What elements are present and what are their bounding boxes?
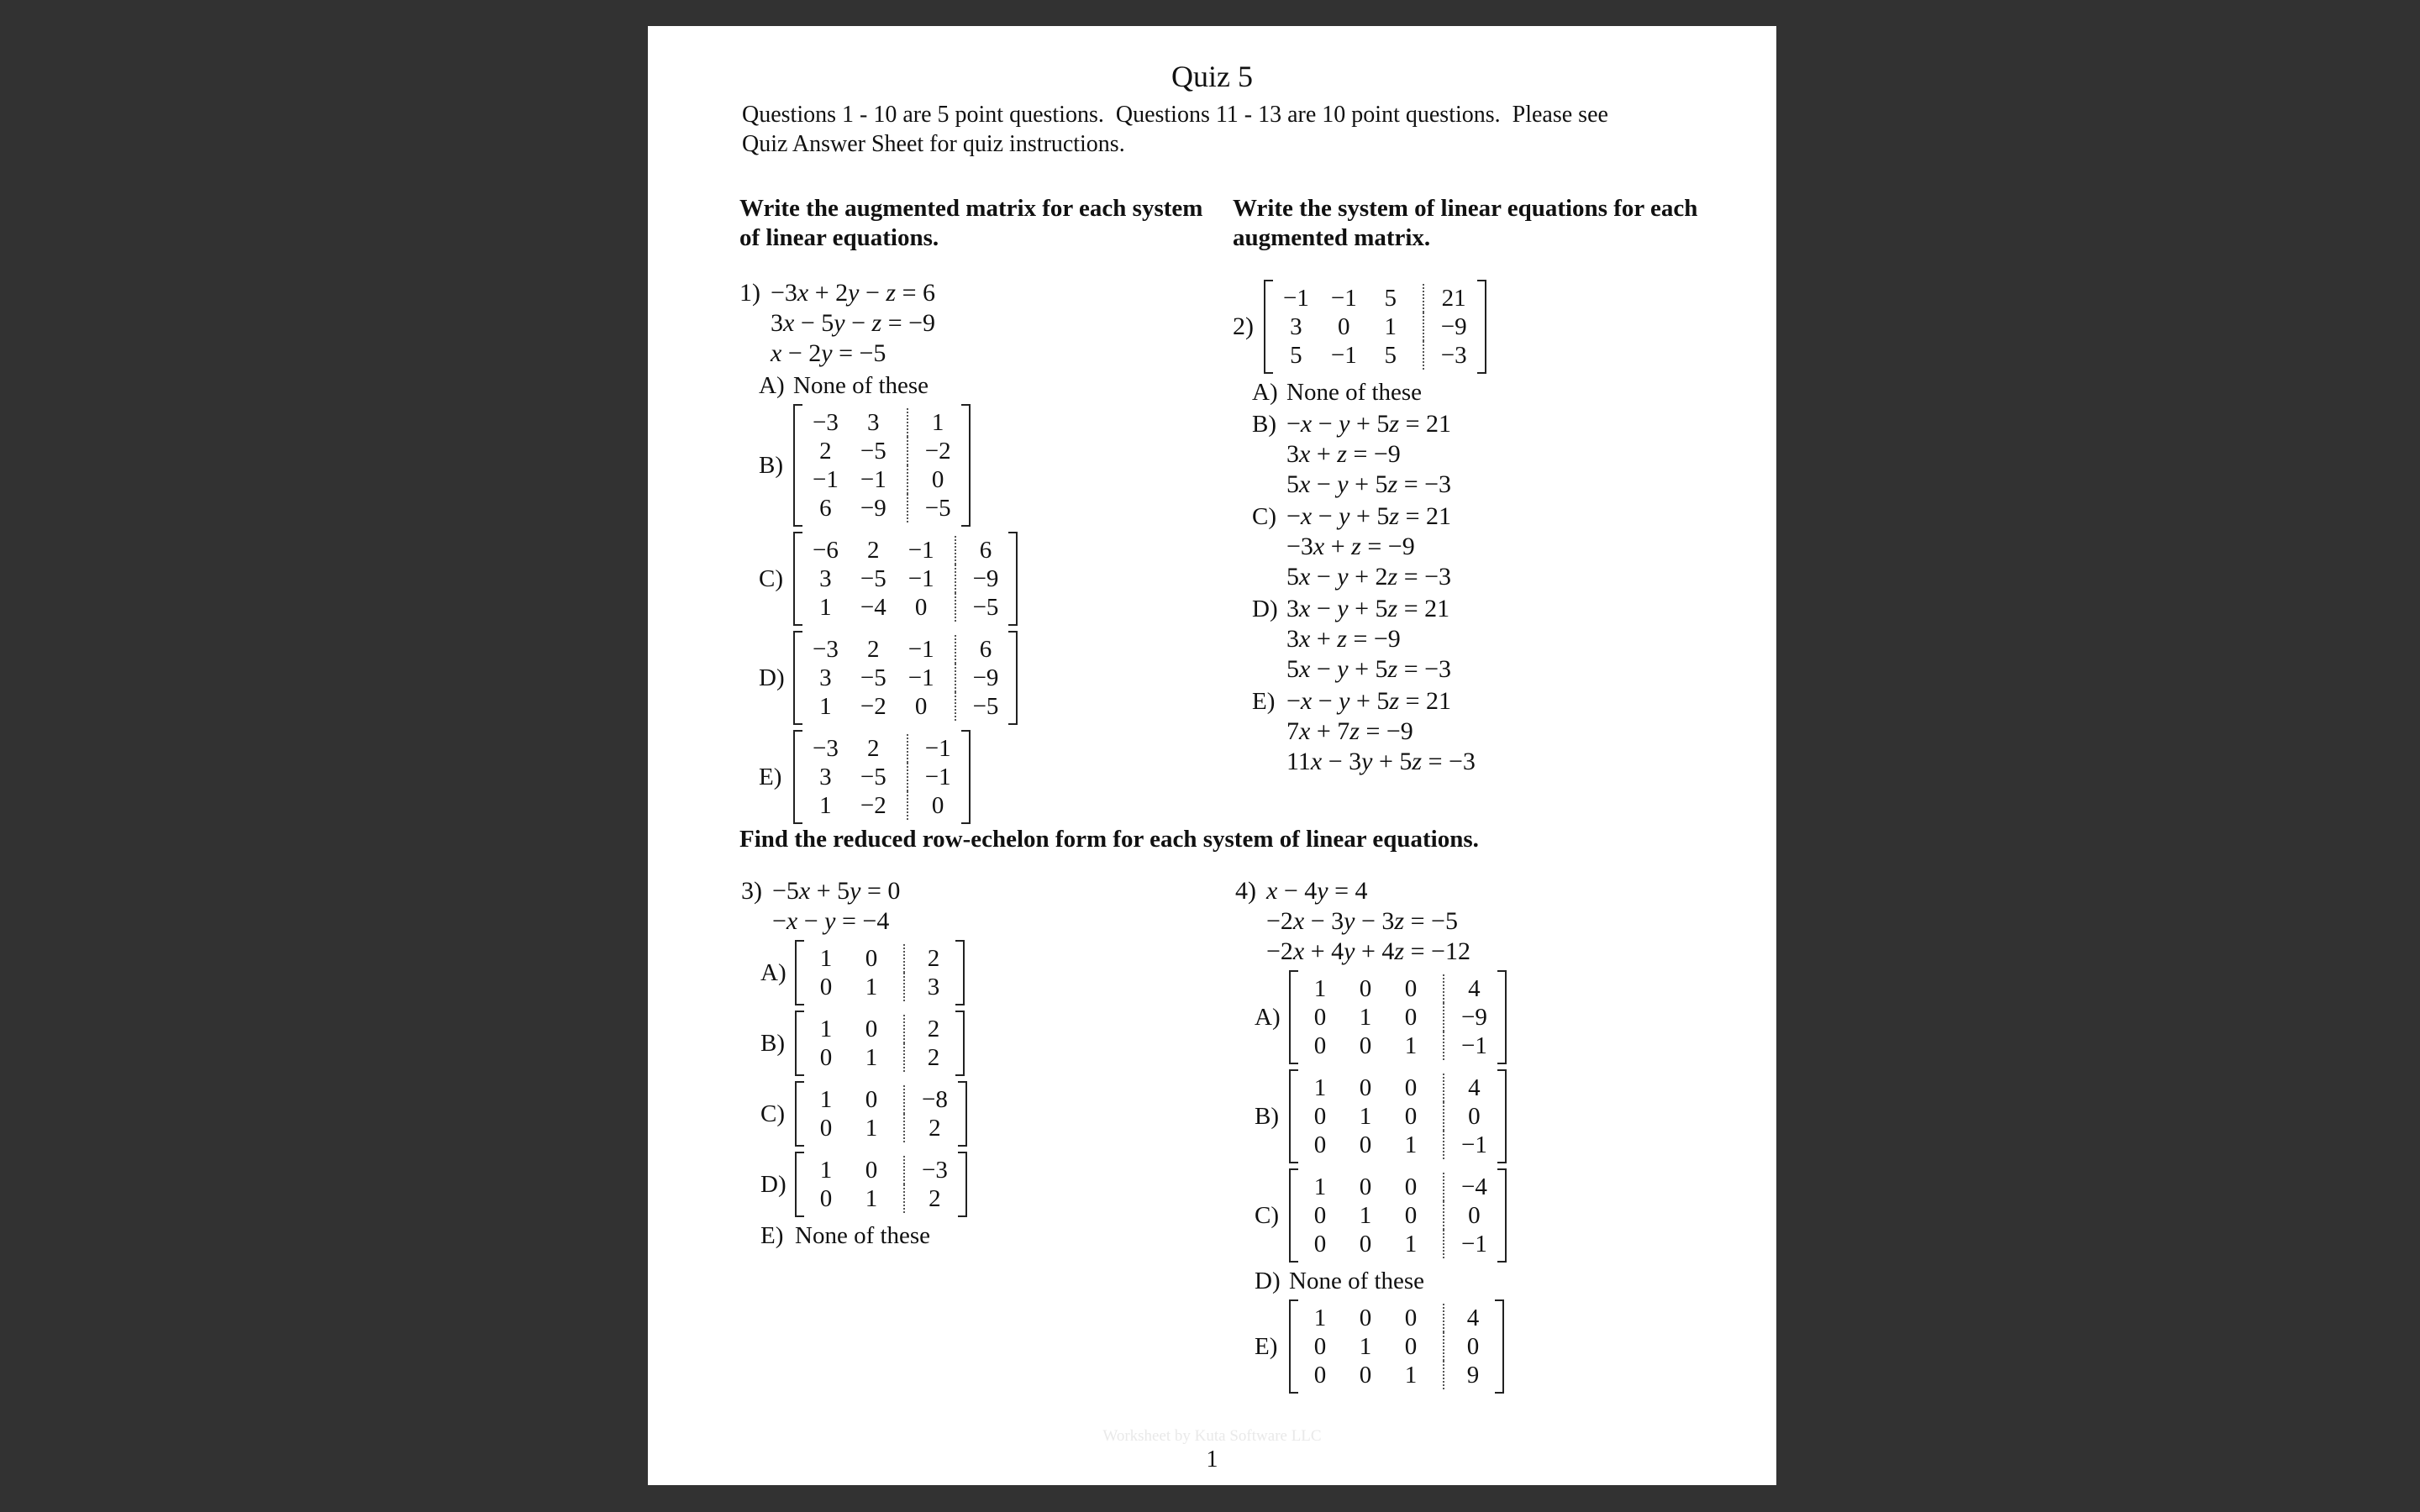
matrix-cell: 0: [1313, 1362, 1327, 1389]
matrix-cells: [1276, 280, 1474, 374]
matrix-cell: −9: [1423, 312, 1467, 341]
matrix-cell: 0: [1404, 1103, 1418, 1130]
option-row: [1252, 409, 1770, 500]
question-4: [1235, 876, 1756, 967]
option-matrix: [1289, 1298, 1504, 1395]
question-2-number: 2): [1233, 312, 1254, 340]
option-matrix: [793, 402, 971, 528]
matrix-cell: −6: [813, 537, 839, 564]
matrix-cell: 1: [1404, 1032, 1418, 1059]
matrix-cells: [808, 940, 952, 1005]
matrix-cell: 2: [819, 438, 832, 465]
matrix-cell: 2: [903, 1043, 945, 1072]
bracket-right: [1497, 1168, 1507, 1263]
matrix-cell: 1: [865, 1044, 878, 1071]
document-page: [648, 26, 1776, 1485]
matrix-cell: 0: [1359, 1305, 1372, 1331]
option-label: C): [759, 565, 783, 592]
matrix-cell: −1: [1443, 1032, 1487, 1060]
matrix-cell: 1: [1359, 1333, 1372, 1360]
option-matrix: [793, 530, 1018, 627]
matrix-cell: 21: [1423, 284, 1467, 312]
matrix-cell: 0: [914, 693, 928, 720]
option-equations: [1286, 686, 1476, 777]
bracket-left: [1289, 1299, 1298, 1394]
matrix-cell: 0: [1443, 1102, 1487, 1131]
option-label: C): [760, 1100, 785, 1127]
bracket-left: [793, 404, 802, 527]
matrix-cell: 4: [1443, 974, 1487, 1003]
matrix-cell: 1: [819, 693, 832, 720]
section-header-systems: [1233, 194, 1770, 253]
option-equations: [1286, 409, 1451, 500]
matrix-cells: [808, 1011, 952, 1076]
matrix-cell: −5: [860, 764, 886, 790]
equation-line: −3x + 2y − z = 6: [771, 279, 936, 307]
option-row: [759, 728, 1244, 826]
question-2-options: [1252, 377, 1770, 777]
matrix-cell: 3: [819, 565, 832, 592]
question-1-number: 1): [739, 279, 760, 307]
matrix-cell: −9: [860, 495, 886, 522]
text-line: of linear equations.: [739, 224, 939, 251]
matrix-cell: 3: [1290, 313, 1302, 340]
matrix-cell: 0: [1359, 975, 1372, 1002]
option-label: D): [1252, 596, 1278, 622]
matrix-cell: 6: [955, 536, 999, 564]
equation-line: x − 2y = −5: [771, 339, 886, 367]
matrix-cell: 0: [1313, 1202, 1327, 1229]
matrix-cell: 1: [1404, 1362, 1418, 1389]
option-matrix: [1289, 1167, 1507, 1264]
matrix-cell: −5: [860, 438, 886, 465]
matrix-cells: [808, 1152, 955, 1217]
option-row: [1255, 969, 1756, 1066]
equation-line: 3x + z = −9: [1286, 440, 1401, 468]
option-row: [1252, 501, 1770, 592]
matrix-cell: 1: [1313, 1305, 1327, 1331]
matrix-cell: −9: [955, 664, 999, 692]
matrix-cell: −5: [860, 664, 886, 691]
option-label: E): [759, 764, 782, 790]
matrix-cell: 1: [819, 1157, 833, 1184]
option-row: [1255, 1068, 1756, 1165]
option-row: [760, 1079, 1228, 1148]
option-label: E): [1255, 1333, 1278, 1360]
matrix-cell: −1: [1443, 1131, 1487, 1159]
matrix-cell: 0: [819, 974, 833, 1000]
matrix-cell: 0: [907, 791, 951, 820]
text-line: Write the augmented matrix for each system: [739, 195, 1203, 222]
page-title: Quiz 5: [1171, 60, 1253, 93]
option-row: [760, 938, 1228, 1007]
option-matrix: [793, 728, 971, 826]
bracket-right: [1497, 970, 1507, 1064]
matrix-cell: −5: [955, 593, 999, 622]
option-text: None of these: [1289, 1268, 1425, 1294]
option-row: [1255, 1167, 1756, 1264]
matrix-cell: 2: [903, 1015, 945, 1043]
text-line: Questions 1 - 10 are 5 point questions. Questions 11 - 13 are 10 point questions. Please see: [742, 102, 1608, 128]
bracket-right: [1008, 532, 1018, 626]
option-label: B): [760, 1030, 785, 1057]
equation-line: −3x + z = −9: [1286, 533, 1415, 560]
question-2-matrix: [1264, 278, 1486, 375]
matrix-cell: 0: [819, 1044, 833, 1071]
question-1: [739, 278, 1244, 369]
matrix-cell: 6: [955, 635, 999, 664]
option-matrix: [1289, 1068, 1507, 1165]
equation-line: 5x − y + 2z = −3: [1286, 563, 1452, 591]
equation-line: 3x − 5y − z = −9: [771, 309, 936, 337]
matrix-cell: 2: [867, 537, 880, 564]
matrix-cell: 5: [1384, 342, 1397, 369]
matrix-cell: 2: [903, 1184, 948, 1213]
matrix-cell: 0: [1404, 1202, 1418, 1229]
matrix-cell: 0: [1404, 1305, 1418, 1331]
question-3-options: [760, 938, 1228, 1251]
matrix-cells: [806, 631, 1005, 725]
matrix-cell: 0: [1359, 1231, 1372, 1257]
question-4-equations: [1266, 876, 1470, 967]
matrix-cell: 1: [1359, 1202, 1372, 1229]
matrix-cell: −3: [903, 1156, 948, 1184]
matrix-cell: −1: [860, 466, 886, 493]
equation-line: x − 4y = 4: [1266, 877, 1368, 905]
matrix-cell: −3: [813, 636, 839, 663]
bracket-right: [958, 1081, 967, 1147]
option-label: C): [1255, 1202, 1279, 1229]
option-matrix: [795, 1150, 967, 1219]
option-matrix: [795, 938, 965, 1007]
matrix-cell: 0: [1313, 1004, 1327, 1031]
matrix-cell: 1: [819, 945, 833, 972]
matrix-cell: 0: [819, 1115, 833, 1142]
bracket-right: [955, 1011, 965, 1076]
option-equations: [1286, 501, 1451, 592]
question-4-number: 4): [1235, 877, 1256, 905]
option-matrix: [795, 1009, 965, 1078]
matrix-cell: −2: [860, 693, 886, 720]
option-row: [760, 1221, 1228, 1251]
matrix-cell: 1: [1313, 1074, 1327, 1101]
equation-line: 5x − y + 5z = −3: [1286, 655, 1452, 683]
matrix-cells: [806, 404, 958, 527]
matrix-cell: 0: [1313, 1131, 1327, 1158]
option-matrix: [793, 629, 1018, 727]
matrix-cell: 0: [865, 1157, 878, 1184]
equation-line: −2x − 3y − 3z = −5: [1266, 907, 1458, 935]
page-number: 1: [1206, 1446, 1218, 1473]
text-line: Write the system of linear equations for each: [1233, 195, 1698, 222]
bracket-right: [1008, 631, 1018, 725]
matrix-cell: 4: [1443, 1304, 1485, 1332]
matrix-cell: 1: [1404, 1131, 1418, 1158]
matrix-cell: −9: [1443, 1003, 1487, 1032]
question-1-equations: [771, 278, 935, 369]
bracket-right: [1495, 1299, 1504, 1394]
matrix-cells: [1302, 1168, 1494, 1263]
option-text: None of these: [1286, 379, 1423, 406]
matrix-cell: −2: [907, 437, 951, 465]
matrix-cell: 9: [1443, 1361, 1485, 1389]
matrix-cell: 6: [819, 495, 832, 522]
bracket-left: [793, 532, 802, 626]
equation-line: −x − y + 5z = 21: [1286, 502, 1452, 530]
question-3-number: 3): [741, 877, 762, 905]
matrix-cell: 3: [819, 664, 832, 691]
question-3: [741, 876, 1228, 937]
option-matrix: [1289, 969, 1507, 1066]
matrix-cell: 3: [867, 409, 880, 436]
question-4-column: [1235, 876, 1756, 1395]
matrix-cell: 1: [1313, 1173, 1327, 1200]
option-label: D): [1255, 1268, 1281, 1294]
option-text: None of these: [793, 372, 929, 399]
matrix-cell: 1: [819, 1016, 833, 1042]
option-row: [759, 370, 1244, 401]
matrix-cell: −1: [1330, 342, 1357, 369]
option-label: A): [760, 959, 786, 986]
matrix-cell: 1: [1404, 1231, 1418, 1257]
option-label: A): [1252, 379, 1278, 406]
matrix-cell: 0: [1359, 1074, 1372, 1101]
option-equations: [1286, 594, 1451, 685]
matrix-cell: 0: [1338, 313, 1350, 340]
matrix-cell: −4: [860, 594, 886, 621]
text-line: augmented matrix.: [1233, 224, 1431, 251]
matrix-cells: [806, 532, 1005, 626]
matrix-cell: 0: [819, 1185, 833, 1212]
matrix-cell: 0: [1404, 1173, 1418, 1200]
matrix-cell: 1: [819, 792, 832, 819]
matrix-cell: −1: [1443, 1230, 1487, 1258]
matrix-cells: [1302, 970, 1494, 1064]
matrix-cell: 0: [865, 1086, 878, 1113]
question-2: [1233, 278, 1770, 375]
matrix-cell: 0: [907, 465, 951, 494]
matrix-cell: 5: [1384, 285, 1397, 312]
option-label: E): [760, 1222, 784, 1249]
option-row: [759, 629, 1244, 727]
bracket-left: [1289, 1069, 1298, 1163]
matrix-cell: 1: [865, 1115, 878, 1142]
option-label: B): [759, 452, 783, 479]
bracket-right: [1477, 280, 1486, 374]
section-header-rref: Find the reduced row-echelon form for each system of linear equations.: [739, 826, 1479, 853]
matrix-cell: −8: [903, 1085, 948, 1114]
matrix-cell: −1: [908, 636, 934, 663]
equation-line: −5x + 5y = 0: [772, 877, 901, 905]
option-row: [760, 1009, 1228, 1078]
matrix-cell: −1: [1330, 285, 1357, 312]
bracket-left: [793, 730, 802, 824]
matrix-cell: 0: [1313, 1231, 1327, 1257]
matrix-cell: 2: [867, 735, 880, 762]
option-label: D): [760, 1171, 786, 1198]
question-4-options: [1255, 969, 1756, 1395]
matrix-cell: −5: [907, 494, 951, 522]
matrix-cell: 0: [1443, 1332, 1485, 1361]
bracket-left: [795, 1152, 804, 1217]
matrix-cell: 1: [1359, 1004, 1372, 1031]
matrix-cell: −3: [813, 735, 839, 762]
matrix-cell: 4: [1443, 1074, 1487, 1102]
matrix-cell: −1: [907, 763, 951, 791]
bracket-right: [958, 1152, 967, 1217]
matrix-cell: 2: [903, 944, 945, 973]
matrix-cell: 0: [865, 1016, 878, 1042]
option-row: [1255, 1266, 1756, 1296]
matrix-cell: −1: [907, 734, 951, 763]
option-matrix: [795, 1079, 967, 1148]
matrix-cell: −3: [813, 409, 839, 436]
matrix-cell: 0: [1313, 1032, 1327, 1059]
matrix-cell: 0: [1404, 975, 1418, 1002]
matrix-cell: 1: [1384, 313, 1397, 340]
bracket-left: [1289, 1168, 1298, 1263]
equation-line: −2x + 4y + 4z = −12: [1266, 937, 1470, 965]
equation-line: 3x − y + 5z = 21: [1286, 595, 1450, 622]
equation-line: −x − y + 5z = 21: [1286, 687, 1452, 715]
matrix-cell: −5: [860, 565, 886, 592]
matrix-cells: [808, 1081, 955, 1147]
matrix-cell: −1: [1283, 285, 1309, 312]
equation-line: 11x − 3y + 5z = −3: [1286, 748, 1476, 775]
matrix-cell: 0: [1359, 1131, 1372, 1158]
matrix-cell: −5: [955, 692, 999, 721]
matrix-cell: −2: [860, 792, 886, 819]
matrix-cell: −4: [1443, 1173, 1487, 1201]
matrix-cell: 0: [1443, 1201, 1487, 1230]
matrix-cell: 0: [1313, 1333, 1327, 1360]
matrix-cell: −1: [908, 664, 934, 691]
bracket-left: [795, 940, 804, 1005]
matrix-cell: 3: [819, 764, 832, 790]
question-3-column: [741, 876, 1228, 1251]
matrix-cell: 1: [907, 408, 951, 437]
matrix-cell: 0: [1359, 1032, 1372, 1059]
matrix-cell: 1: [1313, 975, 1327, 1002]
matrix-cells: [1302, 1299, 1491, 1394]
option-label: D): [759, 664, 785, 691]
option-row: [759, 402, 1244, 528]
matrix-cell: 0: [1359, 1362, 1372, 1389]
option-label: C): [1252, 503, 1276, 530]
equation-line: 5x − y + 5z = −3: [1286, 470, 1452, 498]
option-row: [760, 1150, 1228, 1219]
matrix-cell: 0: [1313, 1103, 1327, 1130]
option-label: B): [1252, 411, 1276, 438]
bracket-right: [1497, 1069, 1507, 1163]
quiz-instructions: [742, 100, 1717, 159]
equation-line: −x − y + 5z = 21: [1286, 410, 1452, 438]
bracket-left: [793, 631, 802, 725]
matrix-cells: [1302, 1069, 1494, 1163]
matrix-cell: −9: [955, 564, 999, 593]
matrix-cell: 0: [1404, 1333, 1418, 1360]
matrix-cell: 1: [819, 1086, 833, 1113]
bracket-left: [1264, 280, 1273, 374]
text-line: Quiz Answer Sheet for quiz instructions.: [742, 131, 1125, 157]
matrix-cell: 2: [903, 1114, 948, 1142]
option-label: A): [1255, 1004, 1281, 1031]
bracket-left: [1289, 970, 1298, 1064]
matrix-cell: 0: [1404, 1074, 1418, 1101]
watermark-text: Worksheet by Kuta Software LLC: [1102, 1427, 1322, 1445]
question-3-equations: [772, 876, 900, 937]
matrix-cell: 0: [914, 594, 928, 621]
equation-line: 3x + z = −9: [1286, 625, 1401, 653]
matrix-cell: 0: [865, 945, 878, 972]
option-row: [1252, 594, 1770, 685]
bracket-right: [961, 404, 971, 527]
bracket-left: [795, 1011, 804, 1076]
bracket-right: [961, 730, 971, 824]
option-label: A): [759, 372, 785, 399]
question-1-column: [739, 194, 1244, 826]
matrix-cell: 5: [1290, 342, 1302, 369]
matrix-cell: 1: [1359, 1103, 1372, 1130]
matrix-cell: 0: [1359, 1173, 1372, 1200]
option-row: [1255, 1298, 1756, 1395]
option-row: [1252, 377, 1770, 407]
option-row: [759, 530, 1244, 627]
option-text: None of these: [795, 1222, 931, 1249]
matrix-cell: 1: [865, 1185, 878, 1212]
equation-line: 7x + 7z = −9: [1286, 717, 1413, 745]
matrix-cells: [806, 730, 958, 824]
matrix-cell: 2: [867, 636, 880, 663]
option-label: B): [1255, 1103, 1279, 1130]
bracket-right: [955, 940, 965, 1005]
matrix-cell: 1: [865, 974, 878, 1000]
matrix-cell: −3: [1423, 341, 1467, 370]
matrix-cell: −1: [908, 565, 934, 592]
matrix-cell: 0: [1404, 1004, 1418, 1031]
matrix-cell: −1: [813, 466, 839, 493]
matrix-cell: 1: [819, 594, 832, 621]
matrix-cell: −1: [908, 537, 934, 564]
equation-line: −x − y = −4: [772, 907, 890, 935]
section-header-augmented: [739, 194, 1244, 253]
matrix-cell: 3: [903, 973, 945, 1001]
question-2-column: [1233, 194, 1770, 777]
question-1-options: [759, 370, 1244, 826]
option-row: [1252, 686, 1770, 777]
option-label: E): [1252, 688, 1276, 715]
bracket-left: [795, 1081, 804, 1147]
